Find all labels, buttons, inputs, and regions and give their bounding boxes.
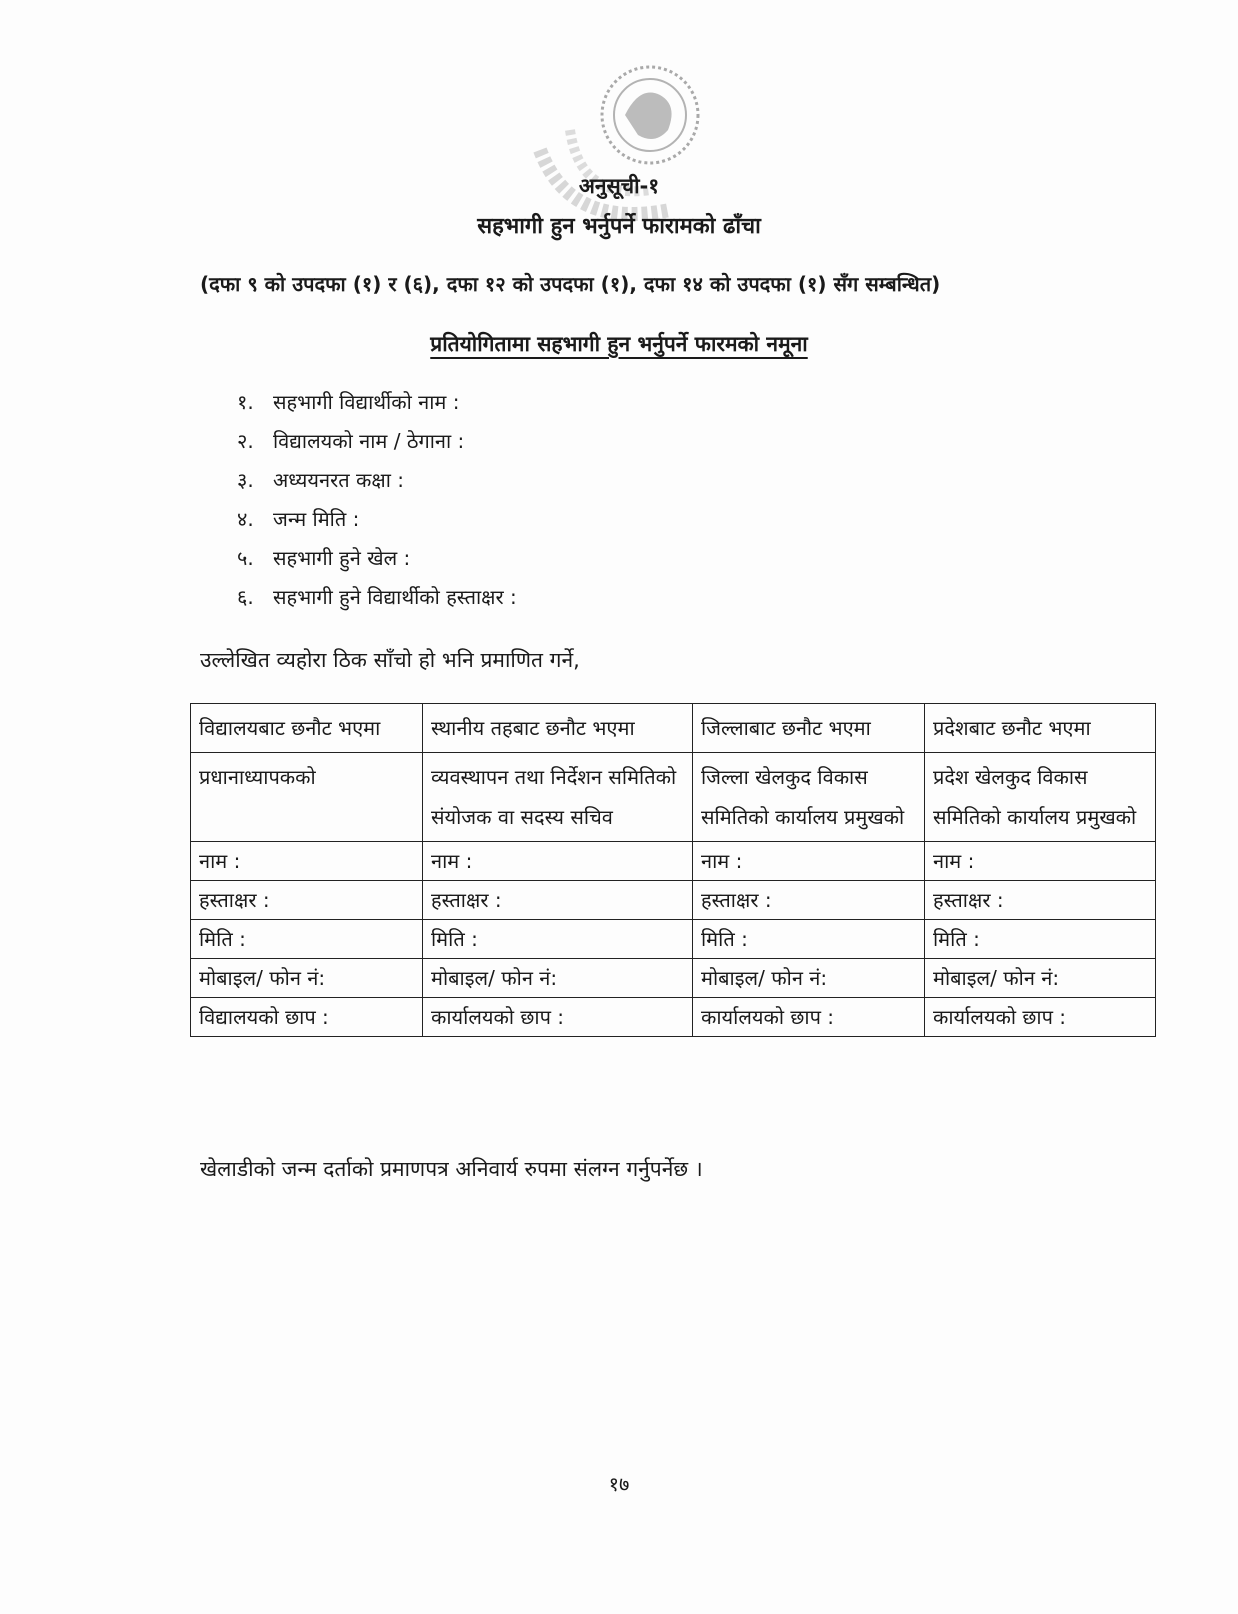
- table-cell: मिति :: [925, 920, 1156, 959]
- field-number: ३.: [237, 468, 254, 492]
- table-cell: मोबाइल/ फोन नं:: [925, 959, 1156, 998]
- form-title: सहभागी हुन भर्नुपर्ने फारामको ढाँचा: [477, 214, 761, 239]
- table-cell: नाम :: [693, 842, 925, 881]
- table-cell: प्रधानाध्यापकको: [191, 753, 423, 842]
- table-cell: नाम :: [423, 842, 693, 881]
- table-cell: कार्यालयको छाप :: [693, 998, 925, 1037]
- table-cell: मोबाइल/ फोन नं:: [423, 959, 693, 998]
- table-row-authorities: [191, 753, 1156, 842]
- table-header-cell: विद्यालयबाट छनौट भएमा: [191, 704, 423, 753]
- attachment-note: खेलाडीको जन्म दर्ताको प्रमाणपत्र अनिवार्य रुपमा संलग्न गर्नुपर्नेछ ।: [200, 1157, 703, 1181]
- table-row-signature: [191, 881, 1156, 920]
- form-field-list: [237, 388, 517, 622]
- table-cell: मिति :: [693, 920, 925, 959]
- table-row-name: [191, 842, 1156, 881]
- table-cell: मिति :: [423, 920, 693, 959]
- field-label: सहभागी हुने विद्यार्थीको हस्ताक्षर :: [273, 585, 517, 609]
- table-cell: हस्ताक्षर :: [693, 881, 925, 920]
- table-cell: नाम :: [191, 842, 423, 881]
- field-number: ४.: [237, 507, 254, 531]
- field-label: सहभागी विद्यार्थीको नाम :: [273, 390, 460, 414]
- table-cell: प्रदेश खेलकुद विकास समितिको कार्यालय प्रमुखको: [925, 753, 1156, 842]
- table-header-cell: प्रदेशबाट छनौट भएमा: [925, 704, 1156, 753]
- form-field-item: [237, 583, 517, 622]
- field-label: विद्यालयको नाम / ठेगाना :: [273, 429, 465, 453]
- page-number: १७: [608, 1472, 630, 1496]
- certification-table: [190, 703, 1156, 1037]
- table-cell: हस्ताक्षर :: [423, 881, 693, 920]
- table-cell: हस्ताक्षर :: [925, 881, 1156, 920]
- table-header-cell: स्थानीय तहबाट छनौट भएमा: [423, 704, 693, 753]
- form-field-item: [237, 505, 517, 544]
- field-label: सहभागी हुने खेल :: [273, 546, 411, 570]
- form-field-item: [237, 466, 517, 505]
- table-cell: मिति :: [191, 920, 423, 959]
- table-cell: मोबाइल/ फोन नं:: [693, 959, 925, 998]
- table-row-seal: [191, 998, 1156, 1037]
- field-number: ६.: [237, 585, 254, 609]
- legal-reference: (दफा ९ को उपदफा (१) र (६), दफा १२ को उपदफा (१), दफा १४ को उपदफा (१) सँग सम्बन्धित): [200, 272, 941, 296]
- annex-title: अनुसूची-१: [578, 174, 660, 198]
- form-field-item: [237, 427, 517, 466]
- table-row-date: [191, 920, 1156, 959]
- field-number: ५.: [237, 546, 254, 570]
- table-cell: विद्यालयको छाप :: [191, 998, 423, 1037]
- table-cell: मोबाइल/ फोन नं:: [191, 959, 423, 998]
- field-label: जन्म मिति :: [273, 507, 360, 531]
- table-cell: जिल्ला खेलकुद विकास समितिको कार्यालय प्रमुखको: [693, 753, 925, 842]
- field-label: अध्ययनरत कक्षा :: [273, 468, 405, 492]
- table-cell: नाम :: [925, 842, 1156, 881]
- table-cell: हस्ताक्षर :: [191, 881, 423, 920]
- field-number: २.: [237, 429, 254, 453]
- table-header-cell: जिल्लाबाट छनौट भएमा: [693, 704, 925, 753]
- table-cell: कार्यालयको छाप :: [423, 998, 693, 1037]
- table-cell: कार्यालयको छाप :: [925, 998, 1156, 1037]
- table-row-headers: [191, 704, 1156, 753]
- form-field-item: [237, 388, 517, 427]
- table-cell: व्यवस्थापन तथा निर्देशन समितिको संयोजक वा सदस्य सचिव: [423, 753, 693, 842]
- form-field-item: [237, 544, 517, 583]
- sample-heading: प्रतियोगितामा सहभागी हुन भर्नुपर्ने फारमको नमूना: [430, 332, 808, 356]
- certification-text: उल्लेखित व्यहोरा ठिक साँचो हो भनि प्रमाणित गर्ने,: [200, 648, 580, 672]
- table-row-phone: [191, 959, 1156, 998]
- field-number: १.: [237, 390, 254, 414]
